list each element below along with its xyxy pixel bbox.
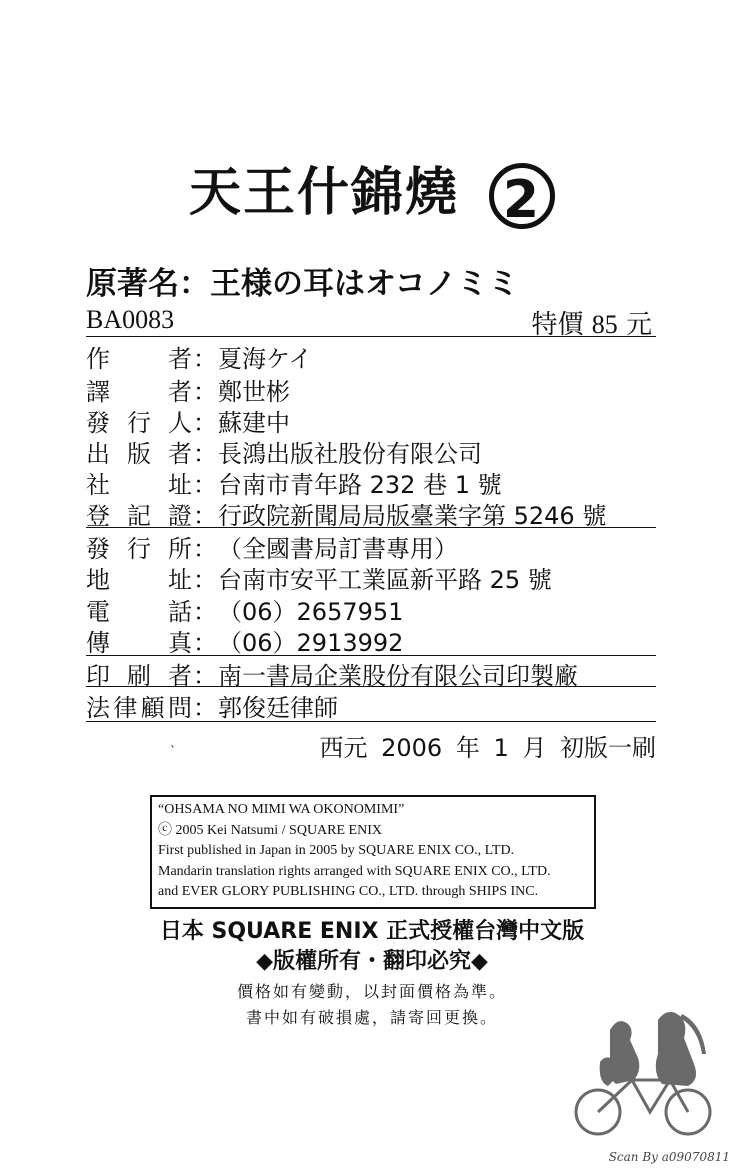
credit-row: 作者 ： 夏海ケイ [86, 340, 312, 372]
divider [86, 527, 656, 528]
credit-row: 登記證 ： 行政院新聞局局版臺業字第 5246 號 [86, 497, 606, 529]
divider [86, 721, 656, 722]
copyright-line: ⓒ 2005 Kei Natsumi / SQUARE ENIX [158, 822, 382, 838]
edition-date: 西元 2006 年 1 月 初版一刷 [319, 734, 656, 762]
credit-label: 發行人 [86, 408, 192, 437]
credit-label: 地址 [86, 565, 192, 594]
copyright-line: and EVER GLORY PUBLISHING CO., LTD. through SHIPS INC. [158, 884, 539, 899]
credit-value: 夏海ケイ [218, 344, 313, 373]
divider [86, 655, 656, 656]
credit-label: 出版者 [86, 439, 192, 468]
bicycle-silhouette-illustration [570, 1000, 730, 1150]
credit-label: 登記證 [86, 501, 192, 530]
copyright-line: Mandarin translation rights arranged with SQUARE ENIX CO., LTD. [158, 863, 551, 879]
credit-value: 鄭世彬 [218, 377, 290, 406]
credit-row: 譯者 ： 鄭世彬 [86, 373, 290, 405]
rights-statement: ◆版權所有・翻印必究◆ [256, 949, 488, 974]
credit-row: 電話 ： （06）2657951 [86, 593, 403, 625]
copyright-line: First published in Japan in 2005 by SQUARE ENIX CO., LTD. [158, 843, 515, 858]
divider [86, 686, 656, 687]
credit-label: 法律顧問 [86, 693, 192, 722]
credit-row: 社址 ： 台南市青年路 232 巷 1 號 [86, 466, 502, 498]
credit-value: 台南市青年路 232 巷 1 號 [218, 470, 502, 499]
book-title: 天王什錦燒 2 [0, 150, 744, 229]
credit-row: 發行所 ： （全國書局訂書專用） [86, 530, 458, 562]
copyright-box [150, 795, 596, 909]
original-title: 原著名：王様の耳はオコノミミ [86, 266, 519, 302]
credit-row: 印刷者 ： 南一書局企業股份有限公司印製廠 [86, 657, 578, 689]
price-unit: 元 [625, 310, 652, 340]
credit-value: 南一書局企業股份有限公司印製廠 [218, 661, 578, 690]
credit-value: 長鴻出版社股份有限公司 [218, 439, 482, 468]
authorization-statement: 日本 SQUARE ENIX 正式授權台灣中文版 [159, 919, 585, 944]
credit-row: 傳真 ： （06）2913992 [86, 624, 403, 656]
damage-notice: 書中如有破損處，請寄回更換。 [245, 1008, 498, 1027]
credit-label: 譯者 [86, 377, 192, 406]
credit-row: 出版者 ： 長鴻出版社股份有限公司 [86, 435, 482, 467]
price-notice: 價格如有變動，以封面價格為準。 [236, 982, 507, 1001]
credit-row: 地址 ： 台南市安平工業區新平路 25 號 [86, 561, 552, 593]
credit-value: 郭俊廷律師 [218, 693, 338, 722]
copyright-line: “OHSAMA NO MIMI WA OKONOMIMI” [158, 802, 405, 817]
price-value: 85 [591, 310, 618, 339]
credit-row: 法律顧問 ： 郭俊廷律師 [86, 689, 338, 721]
price-label: 特價 [531, 310, 584, 340]
credit-value: （06）2657951 [218, 597, 404, 626]
credit-label: 發行所 [86, 534, 192, 563]
credit-label: 作者 [86, 344, 192, 373]
book-code: BA0083 [86, 305, 175, 334]
credit-label: 社址 [86, 470, 192, 499]
credit-value: （06）2913992 [218, 628, 404, 657]
volume-number: 2 [489, 163, 555, 229]
credit-value: （全國書局訂書專用） [218, 534, 458, 563]
credit-label: 印刷者 [86, 661, 192, 690]
stray-mark: ˋ [170, 744, 176, 758]
scan-credit: Scan By a09070811 [608, 1150, 730, 1164]
credit-value: 行政院新聞局局版臺業字第 5246 號 [218, 501, 607, 530]
credit-label: 電話 [86, 597, 192, 626]
credit-row: 發行人 ： 蘇建中 [86, 404, 290, 436]
credit-value: 蘇建中 [218, 408, 290, 437]
credit-value: 台南市安平工業區新平路 25 號 [218, 565, 552, 594]
credit-label: 傳真 [86, 628, 192, 657]
divider [86, 336, 656, 337]
